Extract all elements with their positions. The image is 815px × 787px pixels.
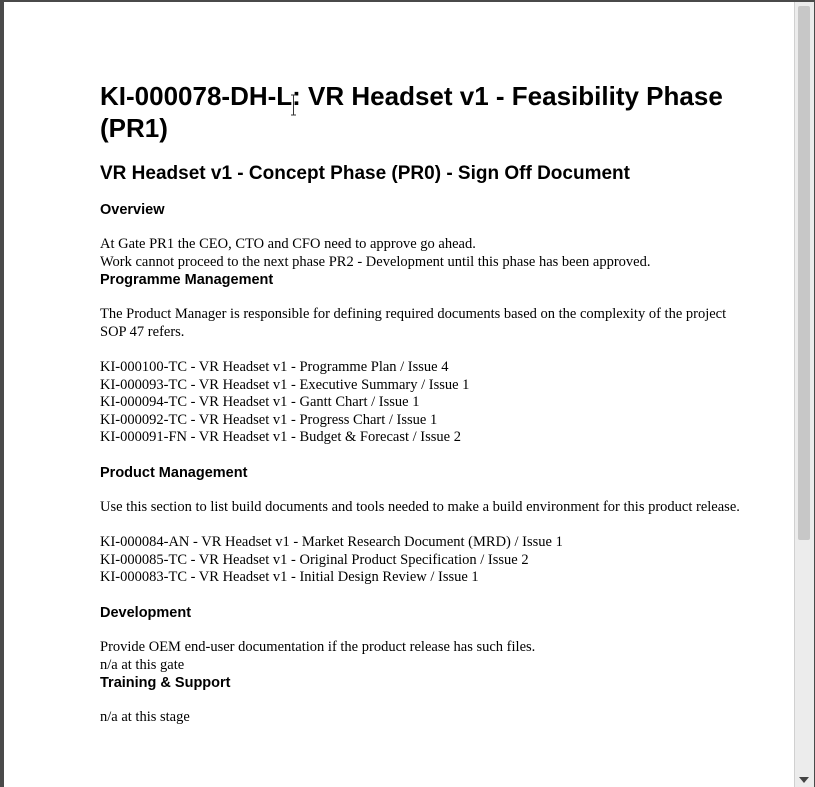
product-documents-list (100, 534, 780, 587)
product-management-intro: Use this section to list build documents and tools needed to make a build environment for this product release. (100, 499, 740, 515)
development-heading: Development (100, 605, 192, 621)
document-page (100, 2, 790, 787)
list-item: KI-000083-TC - VR Headset v1 - Initial Design Review / Issue 1 (100, 569, 479, 585)
list-item: KI-000094-TC - VR Headset v1 - Gantt Chart / Issue 1 (100, 394, 420, 410)
programme-management-heading: Programme Management (100, 272, 274, 288)
overview-line: Work cannot proceed to the next phase PR2 - Development until this phase has been approved. (100, 253, 651, 270)
list-item: KI-000092-TC - VR Headset v1 - Progress Chart / Issue 1 (100, 411, 438, 428)
programme-documents-list (100, 359, 780, 447)
overview-line: At Gate PR1 the CEO, CTO and CFO need to approve go ahead. (100, 236, 476, 252)
overview-text (100, 236, 780, 271)
document-title: KI-000078-DH-L: VR Headset v1 - Feasibility Phase (PR1) (100, 81, 723, 143)
scrollbar-thumb[interactable] (798, 6, 810, 540)
development-line: Provide OEM end-user documentation if the product release has such files. (100, 639, 536, 655)
scroll-down-arrow-icon[interactable] (799, 777, 809, 783)
document-subtitle: VR Headset v1 - Concept Phase (PR0) - Sign Off Document (100, 163, 630, 184)
list-item: KI-000085-TC - VR Headset v1 - Original Product Specification / Issue 2 (100, 551, 529, 568)
list-item: KI-000084-AN - VR Headset v1 - Market Research Document (MRD) / Issue 1 (100, 534, 563, 550)
list-item: KI-000091-FN - VR Headset v1 - Budget & Forecast / Issue 2 (100, 429, 461, 445)
overview-heading: Overview (100, 202, 165, 218)
list-item: KI-000100-TC - VR Headset v1 - Programme Plan / Issue 4 (100, 359, 449, 375)
intro-line: SOP 47 refers. (100, 323, 185, 340)
product-management-heading: Product Management (100, 465, 248, 481)
intro-line: The Product Manager is responsible for defining required documents based on the complexity of the project (100, 306, 727, 322)
training-support-heading: Training & Support (100, 675, 231, 691)
development-text (100, 639, 780, 674)
development-line: n/a at this gate (100, 656, 185, 673)
programme-management-intro (100, 306, 780, 341)
training-support-text: n/a at this stage (100, 709, 190, 725)
list-item: KI-000093-TC - VR Headset v1 - Executive Summary / Issue 1 (100, 376, 470, 393)
vertical-scrollbar[interactable] (794, 2, 814, 787)
